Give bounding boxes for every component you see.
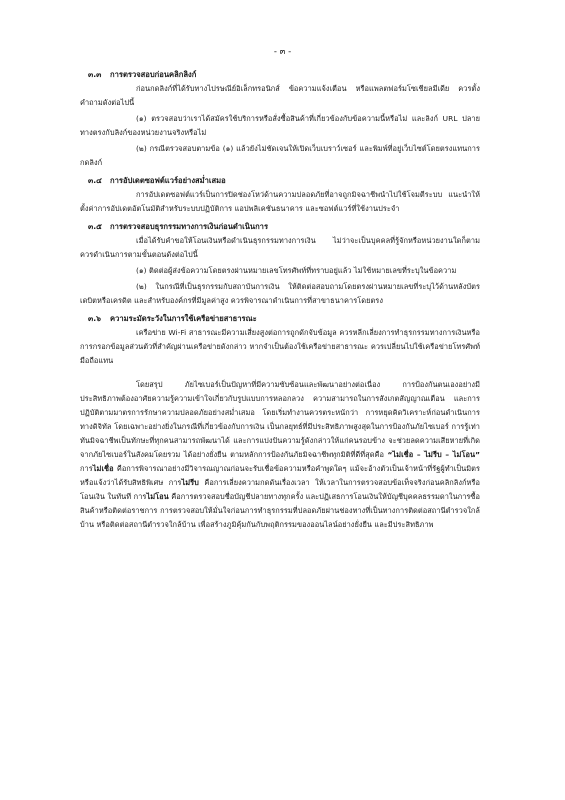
- paragraph: เครือข่าย Wi-Fi สาธารณะมีความเสี่ยงสูงต่อการถูกดักจับข้อมูล ควรหลีกเลี่ยงการทำธุรกรรมทางการเงินหรือการกรอกข้อมูลส่วนตัวที่สำคัญผ่านเครือข่ายดังกล่าว หากจำเป็นต้องใช้เครือข่ายสาธารณะ ควรเปลี่ยนไปใช้เครือข่ายโทรศัพท์มือถือแทน: [80, 328, 480, 365]
- summary-text: โดยสรุป ภัยไซเบอร์เป็นปัญหาที่มีความซับซ้อนและพัฒนาอย่างต่อเนื่อง การป้องกันตนเองอย่างมีประสิทธิภาพต้องอาศัยความรู้ความเข้าใจเกี่ยวกับรูปแบบการหลอกลวง ความสามารถในการสังเกตสัญญาณเตือน และการปฏิบัติตามมาตรการรักษาความปลอดภัยอย่างสม่ำเสมอ โดยเริ่มทำงานควรตระหนักว่า การหยุดคิดวิเคราะห์ก่อนดำเนินการทางดิจิทัล โดยเฉพาะอย่างยิ่งในกรณีที่เกี่ยวข้องกับการเงิน เป็นกลยุทธ์ที่มีประสิทธิภาพสูงสุดในการป้องกันภัยไซเบอร์ การรู้เท่าทันมิจฉาชีพเป็นทักษะที่ทุกคนสามารถพัฒนาได้ และการแบ่งปันความรู้ดังกล่าวให้แก่คนรอบข้าง จะช่วยลดความเสียหายที่เกิดจากภัยไซเบอร์ในสังคมโดยรวม ได้อย่างยั่งยืน ตามหลักการป้องกันภัยมิจฉาชีพทุกมิติที่ดีที่สุดคือ: [80, 380, 480, 459]
- section-heading: [80, 174, 480, 188]
- section-heading: [80, 312, 480, 326]
- paragraph: เมื่อได้รับคำขอให้โอนเงินหรือดำเนินธุรกรรมทางการเงิน ไม่ว่าจะเป็นบุคคลที่รู้จักหรือหน่วยงานใดก็ตาม ควรดำเนินการตามขั้นตอนดังต่อไปนี้: [80, 236, 480, 259]
- section-title: การอัปเดตซอฟต์แวร์อย่างสม่ำเสมอ: [110, 176, 226, 185]
- section-5: [80, 220, 480, 308]
- emphasis-term: ไม่รีบ: [181, 478, 199, 487]
- section-number: ๓.๖: [88, 314, 101, 323]
- section-heading: [80, 68, 480, 82]
- section-heading: [80, 220, 480, 234]
- emphasis-term: ไม่โอน: [146, 492, 169, 501]
- section-title: การตรวจสอบธุรกรรมทางการเงินก่อนดำเนินการ: [110, 222, 269, 231]
- list-item: (๒) กรณีตรวจสอบตามข้อ (๑) แล้วยังไม่ชัดเจนให้เปิดเว็บเบราว์เซอร์ และพิมพ์ที่อยู่เว็บไซต์โดยตรงแทนการกดลิงก์: [80, 144, 480, 167]
- list-item: (๑) ติดต่อผู้ส่งข้อความโดยตรงผ่านหมายเลขโทรศัพท์ที่ทราบอยู่แล้ว ไม่ใช้หมายเลขที่ระบุในข้อความ: [136, 266, 457, 275]
- section-4: [80, 174, 480, 216]
- emphasis-term: “ไม่เชื่อ – ไม่รีบ – ไม่โอน”: [387, 450, 480, 459]
- document-body: [80, 68, 480, 532]
- list-item: (๑) ตรวจสอบว่าเราได้สมัครใช้บริการหรือสั่งซื้อสินค้าที่เกี่ยวข้องกับข้อความนี้หรือไม่ และลิงก์ URL ปลายทางตรงกับลิงก์ของหน่วยงานจริงหรือไม่: [80, 114, 480, 137]
- summary-text: คือการตรวจสอบชื่อบัญชีปลายทางทุกครั้ง และปฏิเสธการโอนเงินให้บัญชีบุคคลธรรมดาในการซื้อสินค้าหรือติดต่อราชการ การตรวจสอบให้มั่นใจก่อนการทำธุรกรรมที่ปลอดภัยผ่านช่องทางที่เป็นทางการติดต่อสถานีตำรวจใกล้บ้าน หรือติดต่อสถานีตำรวจใกล้บ้าน เพื่อสร้างภูมิคุ้มกันกับพฤติกรรมของออนไลน์อย่างยั่งยืน และมีประสิทธิภาพ: [80, 492, 480, 529]
- list-item: (๒) ในกรณีที่เป็นธุรกรรมกับสถาบันการเงิน ให้ติดต่อสอบถามโดยตรงผ่านหมายเลขที่ระบุไว้ด้านหลังบัตรเดบิตหรือเครดิต และสำหรับองค์กรที่มีมูลค่าสูง ควรพิจารณาดำเนินการที่สาขาธนาคารโดยตรง: [80, 282, 480, 305]
- emphasis-term: ไม่เชื่อ: [92, 464, 114, 473]
- summary-text: คือการเลี่ยงความกดดันเรื่องเวลา ให้เวลาในการตรวจสอบข้อเท็จจริงก่อนคลิกลิงก์หรือโอนเงิน ในทันที การ: [80, 478, 480, 501]
- paragraph: การอัปเดตซอฟต์แวร์เป็นการปิดช่องโหว่ด้านความปลอดภัยที่อาจถูกมิจฉาชีพนำไปใช้โจมตีระบบ แนะนำให้ตั้งค่าการอัปเดตอัตโนมัติสำหรับระบบปฏิบัติการ แอปพลิเคชันธนาคาร และซอฟต์แวร์ที่ใช้งานประจำ: [80, 190, 480, 213]
- section-number: ๓.๓: [88, 70, 102, 79]
- summary-paragraph: [80, 378, 480, 532]
- summary-text: การ: [80, 464, 93, 473]
- paragraph: ก่อนกดลิงก์ที่ได้รับทางไปรษณีย์อิเล็กทรอนิกส์ ข้อความแจ้งเตือน หรือแพลตฟอร์มโซเชียลมีเดีย ควรตั้งคำถามดังต่อไปนี้: [80, 84, 480, 107]
- section-title: ความระมัดระวังในการใช้เครือข่ายสาธารณะ: [110, 314, 257, 323]
- page-number: - ๓ -: [273, 47, 292, 57]
- section-6: [80, 312, 480, 368]
- section-3: [80, 68, 480, 170]
- section-number: ๓.๔: [88, 176, 102, 185]
- summary-text: คือการพิจารณาอย่างมีวิจารณญาณก่อนจะรับเชื่อข้อความหรือคำพูดใดๆ แม้จะอ้างตัวเป็นเจ้าหน้าที่รัฐผู้ทำเป็นมิตร หรือแจ้งว่าได้รับสิทธิพิเศษ การ: [80, 464, 480, 487]
- section-number: ๓.๕: [88, 222, 102, 231]
- section-title: การตรวจสอบก่อนคลิกลิงก์: [110, 70, 197, 79]
